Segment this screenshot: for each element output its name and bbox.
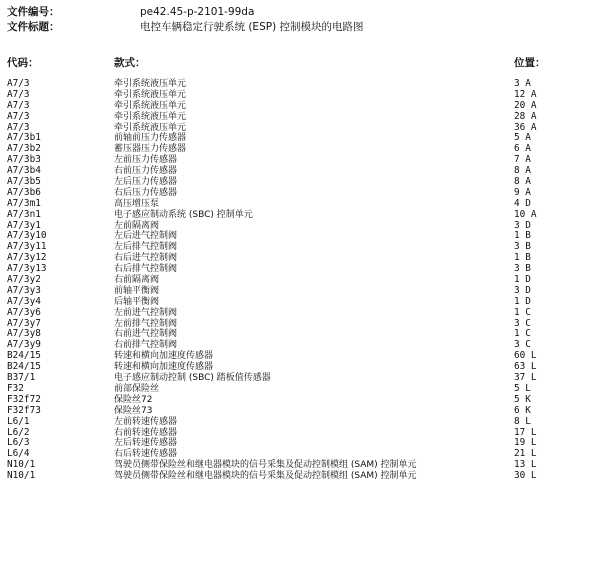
table-row bbox=[0, 112, 601, 123]
doc-number-value: pe42.45-p-2101-99da bbox=[140, 6, 255, 18]
row-desc: 前部保险丝 bbox=[114, 383, 160, 394]
row-desc: 驾驶员侧带保险丝和继电器模块的信号采集及促动控制模组 (SAM) 控制单元 bbox=[114, 460, 417, 471]
table-row bbox=[0, 166, 601, 177]
row-desc: 电子感应制动控制 (SBC) 踏板值传感器 bbox=[114, 373, 271, 384]
table-row bbox=[0, 329, 601, 340]
table-row bbox=[0, 373, 601, 384]
row-code: A7/3 bbox=[7, 99, 30, 111]
row-desc: 保险丝73 bbox=[114, 405, 153, 416]
row-pos: 5 A bbox=[514, 132, 531, 144]
table-row bbox=[0, 319, 601, 330]
row-desc: 前轴平衡阀 bbox=[114, 285, 160, 296]
row-code: A7/3y13 bbox=[7, 263, 47, 275]
row-desc: 转速和横向加速度传感器 bbox=[114, 351, 214, 362]
row-desc: 牵引系统液压单元 bbox=[114, 122, 187, 133]
row-desc: 右后转速传感器 bbox=[114, 449, 178, 460]
row-desc: 前轴前压力传感器 bbox=[114, 133, 187, 144]
row-code: A7/3y11 bbox=[7, 241, 47, 253]
row-desc: 左前进气控制阀 bbox=[114, 307, 178, 318]
row-desc: 左后压力传感器 bbox=[114, 177, 178, 188]
row-desc: 保险丝72 bbox=[114, 394, 153, 405]
row-code: A7/3y9 bbox=[7, 339, 41, 351]
row-code: B24/15 bbox=[7, 350, 41, 362]
column-header-code: 代码： bbox=[7, 57, 39, 69]
row-code: L6/3 bbox=[7, 437, 30, 449]
row-pos: 6 K bbox=[514, 404, 531, 416]
row-pos: 28 A bbox=[514, 110, 537, 122]
row-pos: 5 L bbox=[514, 382, 531, 394]
row-desc: 牵引系统液压单元 bbox=[114, 111, 187, 122]
row-code: A7/3y2 bbox=[7, 274, 41, 286]
row-pos: 8 L bbox=[514, 415, 531, 427]
table-row bbox=[0, 362, 601, 373]
doc-title-label: 文件标题： bbox=[7, 21, 60, 33]
row-desc: 右前隔离阀 bbox=[114, 275, 160, 286]
row-desc: 左前排气控制阀 bbox=[114, 318, 178, 329]
row-pos: 13 L bbox=[514, 459, 537, 471]
row-pos: 3 B bbox=[514, 263, 531, 275]
row-code: A7/3b1 bbox=[7, 132, 41, 144]
row-code: A7/3y10 bbox=[7, 230, 47, 242]
table-row bbox=[0, 395, 601, 406]
table-row bbox=[0, 351, 601, 362]
row-pos: 3 C bbox=[514, 317, 531, 329]
table-row bbox=[0, 123, 601, 134]
row-desc: 右前转速传感器 bbox=[114, 427, 178, 438]
table-row bbox=[0, 275, 601, 286]
row-code: A7/3y1 bbox=[7, 219, 41, 231]
row-pos: 10 A bbox=[514, 208, 537, 220]
row-desc: 右前进气控制阀 bbox=[114, 329, 178, 340]
row-pos: 3 B bbox=[514, 241, 531, 253]
row-pos: 1 B bbox=[514, 252, 531, 264]
row-pos: 20 A bbox=[514, 99, 537, 111]
table-row bbox=[0, 155, 601, 166]
table-row bbox=[0, 144, 601, 155]
table-row bbox=[0, 297, 601, 308]
row-pos: 21 L bbox=[514, 448, 537, 460]
table-row bbox=[0, 199, 601, 210]
row-code: A7/3y3 bbox=[7, 284, 41, 296]
row-pos: 36 A bbox=[514, 121, 537, 133]
row-desc: 驾驶员侧带保险丝和继电器模块的信号采集及促动控制模组 (SAM) 控制单元 bbox=[114, 471, 417, 482]
row-pos: 19 L bbox=[514, 437, 537, 449]
table-row bbox=[0, 242, 601, 253]
row-code: A7/3b6 bbox=[7, 186, 41, 198]
row-desc: 左前转速传感器 bbox=[114, 416, 178, 427]
row-code: B37/1 bbox=[7, 372, 36, 384]
row-code: A7/3 bbox=[7, 88, 30, 100]
row-pos: 6 A bbox=[514, 143, 531, 155]
row-desc: 牵引系统液压单元 bbox=[114, 100, 187, 111]
row-code: F32f73 bbox=[7, 404, 41, 416]
table-row bbox=[0, 231, 601, 242]
row-desc: 左后进气控制阀 bbox=[114, 231, 178, 242]
row-pos: 3 D bbox=[514, 219, 531, 231]
row-pos: 63 L bbox=[514, 361, 537, 373]
row-code: L6/4 bbox=[7, 448, 30, 460]
row-pos: 8 A bbox=[514, 165, 531, 177]
row-code: A7/3 bbox=[7, 78, 30, 89]
row-desc: 牵引系统液压单元 bbox=[114, 79, 187, 89]
row-pos: 3 D bbox=[514, 284, 531, 296]
row-code: A7/3 bbox=[7, 121, 30, 133]
row-desc: 左后排气控制阀 bbox=[114, 242, 178, 253]
row-code: A7/3y12 bbox=[7, 252, 47, 264]
row-desc: 右后压力传感器 bbox=[114, 187, 178, 198]
row-code: F32 bbox=[7, 382, 24, 394]
row-code: N10/1 bbox=[7, 459, 36, 471]
row-desc: 高压增压泵 bbox=[114, 198, 160, 209]
table-row bbox=[0, 428, 601, 439]
row-pos: 1 D bbox=[514, 295, 531, 307]
row-code: A7/3 bbox=[7, 110, 30, 122]
column-header-pos: 位置： bbox=[514, 57, 546, 69]
row-desc: 转速和横向加速度传感器 bbox=[114, 362, 214, 373]
row-pos: 8 A bbox=[514, 176, 531, 188]
row-pos: 4 D bbox=[514, 197, 531, 209]
table-row bbox=[0, 101, 601, 112]
table-row bbox=[0, 79, 601, 90]
row-code: L6/2 bbox=[7, 426, 30, 438]
row-desc: 电子感应制动系统 (SBC) 控制单元 bbox=[114, 209, 253, 220]
row-pos: 37 L bbox=[514, 372, 537, 384]
table-row bbox=[0, 449, 601, 460]
row-pos: 60 L bbox=[514, 350, 537, 362]
row-code: A7/3y7 bbox=[7, 317, 41, 329]
row-desc: 左后转速传感器 bbox=[114, 438, 178, 449]
row-desc: 右前排气控制阀 bbox=[114, 340, 178, 351]
doc-number-label: 文件编号： bbox=[7, 6, 60, 18]
table-row bbox=[0, 253, 601, 264]
row-pos: 1 C bbox=[514, 306, 531, 318]
row-pos: 7 A bbox=[514, 154, 531, 166]
row-pos: 12 A bbox=[514, 88, 537, 100]
table-row bbox=[0, 406, 601, 417]
row-desc: 蓄压器压力传感器 bbox=[114, 144, 187, 155]
row-pos: 1 B bbox=[514, 230, 531, 242]
row-pos: 1 C bbox=[514, 328, 531, 340]
row-code: F32f72 bbox=[7, 393, 41, 405]
row-pos: 17 L bbox=[514, 426, 537, 438]
row-pos: 30 L bbox=[514, 470, 537, 482]
column-header bbox=[0, 55, 601, 71]
row-desc: 左前压力传感器 bbox=[114, 155, 178, 166]
table-row bbox=[0, 286, 601, 297]
row-code: N10/1 bbox=[7, 470, 36, 482]
table-row bbox=[0, 340, 601, 351]
row-code: A7/3b3 bbox=[7, 154, 41, 166]
row-code: A7/3y4 bbox=[7, 295, 41, 307]
row-desc: 左前隔离阀 bbox=[114, 220, 160, 231]
table-row bbox=[0, 460, 601, 471]
row-code: A7/3b5 bbox=[7, 176, 41, 188]
table-row bbox=[0, 264, 601, 275]
row-code: A7/3y6 bbox=[7, 306, 41, 318]
table-row bbox=[0, 417, 601, 428]
table-row bbox=[0, 90, 601, 101]
row-pos: 3 C bbox=[514, 339, 531, 351]
row-desc: 后轴平衡阀 bbox=[114, 296, 160, 307]
row-code: A7/3m1 bbox=[7, 197, 41, 209]
table-row bbox=[0, 188, 601, 199]
row-code: A7/3b4 bbox=[7, 165, 41, 177]
row-desc: 右后排气控制阀 bbox=[114, 264, 178, 275]
row-code: A7/3n1 bbox=[7, 208, 41, 220]
row-desc: 右前压力传感器 bbox=[114, 166, 178, 177]
table-row bbox=[0, 308, 601, 319]
table-row bbox=[0, 384, 601, 395]
component-list bbox=[0, 79, 601, 482]
table-row bbox=[0, 133, 601, 144]
row-code: B24/15 bbox=[7, 361, 41, 373]
doc-title-value: 电控车辆稳定行驶系统 (ESP) 控制模块的电路图 bbox=[140, 21, 364, 33]
row-desc: 右后进气控制阀 bbox=[114, 253, 178, 264]
table-row bbox=[0, 438, 601, 449]
row-code: L6/1 bbox=[7, 415, 30, 427]
row-code: A7/3b2 bbox=[7, 143, 41, 155]
table-row bbox=[0, 221, 601, 232]
row-pos: 5 K bbox=[514, 393, 531, 405]
row-pos: 1 D bbox=[514, 274, 531, 286]
row-pos: 9 A bbox=[514, 186, 531, 198]
table-row bbox=[0, 210, 601, 221]
row-pos: 3 A bbox=[514, 78, 531, 89]
row-desc: 牵引系统液压单元 bbox=[114, 89, 187, 100]
column-header-desc: 款式： bbox=[114, 57, 146, 69]
table-row bbox=[0, 177, 601, 188]
table-row bbox=[0, 471, 601, 482]
row-code: A7/3y8 bbox=[7, 328, 41, 340]
